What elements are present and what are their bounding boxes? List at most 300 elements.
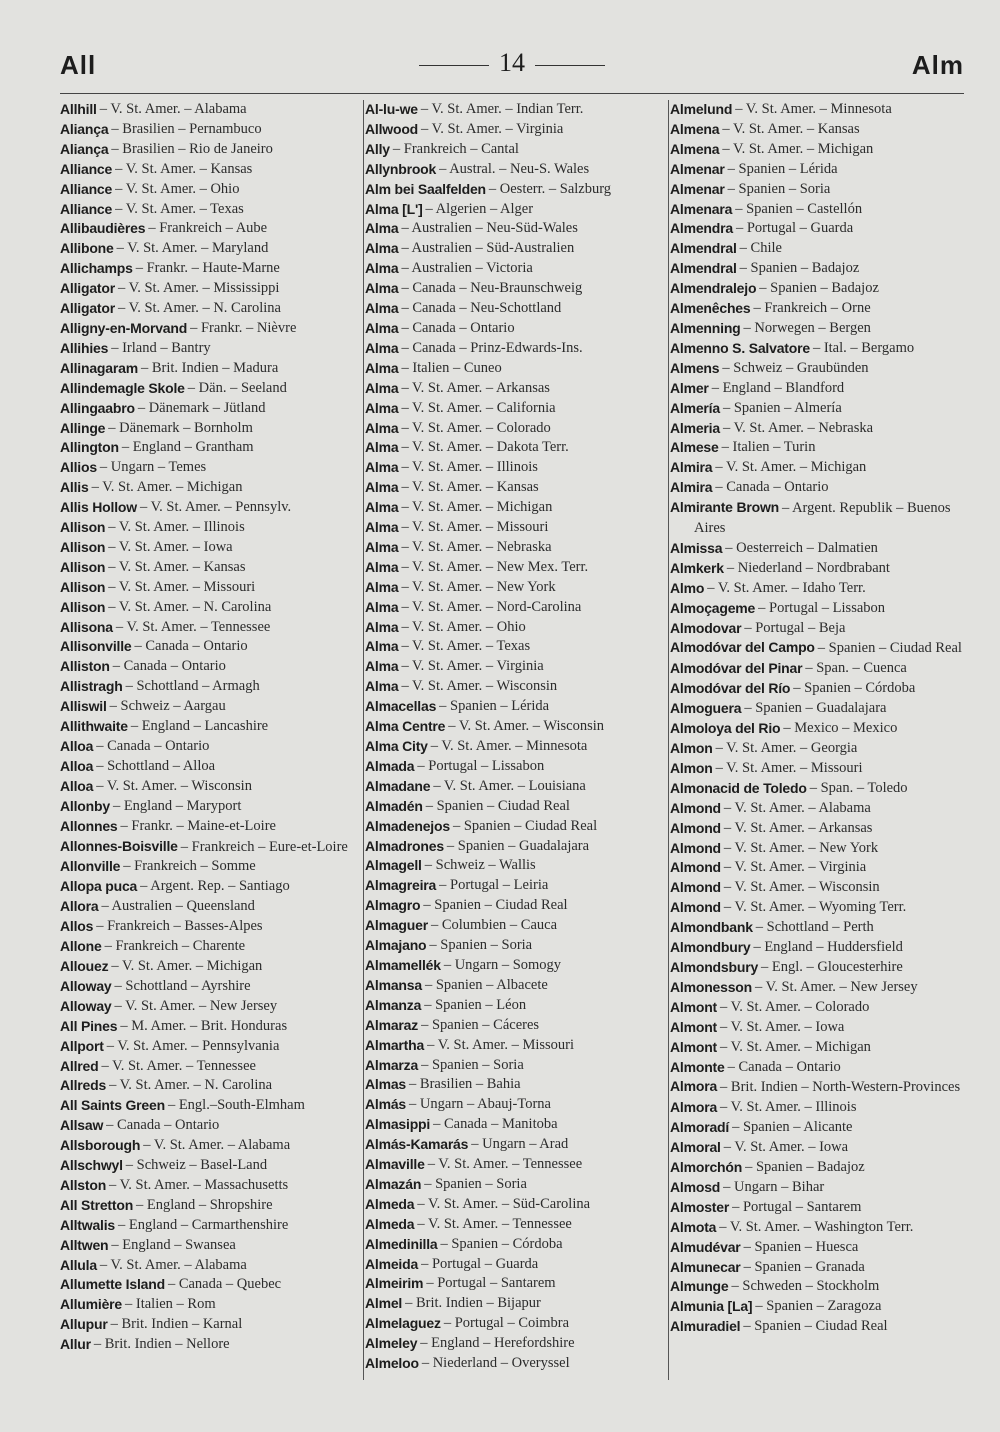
entry-description: – V. St. Amer. – Minnesota xyxy=(735,101,892,117)
header-rule xyxy=(60,93,964,94)
entry-name: Allison xyxy=(60,578,106,595)
entry-description: – Ital. – Bergamo xyxy=(812,339,915,356)
entry-name: Alligator xyxy=(60,280,115,297)
entry-description: – V. St. Amer. – Idaho Terr. xyxy=(707,579,866,596)
entry-description: – Frankreich – Basses-Alpes xyxy=(96,918,263,935)
entry-description: – Dänemark – Bornholm xyxy=(108,419,253,436)
entry xyxy=(670,379,968,399)
entry xyxy=(365,1354,663,1374)
entry-name: Alma xyxy=(365,379,399,396)
entry-description: – V. St. Amer. – Wisconsin xyxy=(96,777,252,794)
entry-description: – V. St. Amer. – Alabama xyxy=(143,1137,291,1154)
entry-description: – V. St. Amer. – Missouri xyxy=(401,519,549,536)
entry-description: – V. St. Amer. – Tennessee xyxy=(115,618,271,635)
entry xyxy=(60,1315,358,1335)
entry-description: – Mexico – Mexico xyxy=(783,720,898,737)
entry-name: Alma xyxy=(365,339,399,356)
entry-description: – Spanien – Soria xyxy=(727,180,831,197)
entry-name: Allington xyxy=(60,439,119,456)
entry-description: – Canada – Quebec xyxy=(167,1276,282,1293)
entry-description: – Brit. Indien – North-Western-Provinces xyxy=(720,1079,961,1096)
entry-description: – V. St. Amer. – Pennsylvania xyxy=(106,1037,280,1054)
entry-description: – V. St. Amer. – Virginia xyxy=(723,859,867,876)
entry xyxy=(365,777,663,797)
entry-name: Alma xyxy=(365,459,399,476)
entry xyxy=(365,1036,663,1056)
entry-name: Almendralejo xyxy=(670,280,757,297)
entry-name: Alma xyxy=(365,419,399,436)
entry-description: – Frankreich – Aube xyxy=(148,220,268,237)
entry xyxy=(60,200,358,220)
entry-description: – V. St. Amer. – New York xyxy=(401,578,556,595)
entry-description: – Spanien – Léon xyxy=(424,996,527,1013)
entry xyxy=(60,1256,358,1276)
entry xyxy=(365,876,663,896)
entry-name: Almeirim xyxy=(365,1275,424,1292)
entry xyxy=(365,1235,663,1255)
entry xyxy=(365,438,663,458)
entry-description: – Canada – Ontario xyxy=(112,658,226,675)
entry-name: Almoçageme xyxy=(670,599,756,616)
entry-name: Almeida xyxy=(365,1255,419,1272)
entry xyxy=(60,637,358,657)
entry-description: – Spanien – Guadalajara xyxy=(446,837,590,854)
entry-description: – Brit. Indien – Nellore xyxy=(93,1336,230,1353)
entry-name: Alma xyxy=(365,479,399,496)
entry xyxy=(670,1118,968,1138)
entry xyxy=(60,897,358,917)
entry-description: – V. St. Amer. – Iowa xyxy=(108,538,233,555)
entry xyxy=(60,697,358,717)
entry xyxy=(670,759,968,779)
entry-name: Allula xyxy=(60,1256,97,1273)
entry-description: – Canada – Prinz-Edwards-Ins. xyxy=(401,339,583,356)
entry-name: Almens xyxy=(670,359,720,376)
entry-description: – V. St. Amer. – Massachusetts xyxy=(109,1176,289,1193)
entry-name: Almer xyxy=(670,379,709,396)
entry-name: Almorchón xyxy=(670,1159,743,1176)
entry xyxy=(670,539,968,559)
entry xyxy=(670,779,968,799)
entry-name: Almadrones xyxy=(365,837,444,854)
entry-name: Alma xyxy=(365,618,399,635)
entry xyxy=(670,918,968,938)
entry-name: Alltwen xyxy=(60,1236,109,1253)
entry xyxy=(365,637,663,657)
entry xyxy=(670,478,968,498)
entry xyxy=(365,339,663,359)
entry xyxy=(60,917,358,937)
entry-description: – V. St. Amer. – Arkansas xyxy=(401,379,550,396)
gazetteer-columns xyxy=(60,100,964,1390)
entry xyxy=(670,140,968,160)
entry xyxy=(365,1115,663,1135)
entry xyxy=(670,120,968,140)
entry-description: – Spanien – Lérida xyxy=(439,698,550,715)
entry xyxy=(670,219,968,239)
entry xyxy=(365,996,663,1016)
entry-name: Almagell xyxy=(365,857,422,874)
entry-name: Alliswil xyxy=(60,698,107,715)
entry xyxy=(365,160,663,180)
entry xyxy=(60,578,358,598)
entry-description: – V. St. Amer. – Michigan xyxy=(91,479,243,496)
entry-description: – Spanien – Córdoba xyxy=(793,680,916,697)
column-divider-2 xyxy=(668,100,669,1380)
entry-name: Allwood xyxy=(365,120,419,137)
entry-name: Almudévar xyxy=(670,1238,741,1255)
entry xyxy=(60,677,358,697)
entry-description: – England – Maryport xyxy=(112,797,242,814)
entry-name: Almira xyxy=(670,479,713,496)
entry-name: Almamellék xyxy=(365,956,441,973)
entry xyxy=(365,1294,663,1314)
entry xyxy=(670,1297,968,1317)
entry-description: – Argent. Rep. – Santiago xyxy=(140,878,290,895)
entry xyxy=(365,1215,663,1235)
entry-name: Allreds xyxy=(60,1077,107,1094)
entry-name: Alma City xyxy=(365,738,428,754)
entry-name: Allschwyl xyxy=(60,1157,123,1174)
entry-name: Allumette Island xyxy=(60,1276,165,1293)
entry-description: – England – Huddersfield xyxy=(753,939,903,956)
entry-description: – Spanien – Alicante xyxy=(732,1119,853,1136)
entry-description: – Frankreich – Eure-et-Loire xyxy=(180,838,348,855)
entry-description: – V. St. Amer. – Arkansas xyxy=(723,819,873,836)
entry-description: – V. St. Amer. – Ohio xyxy=(115,180,240,197)
entry xyxy=(670,339,968,359)
entry-description: – V. St. Amer. – Wisconsin xyxy=(448,718,605,735)
entry xyxy=(670,259,968,279)
entry-description: – Spanien – Huesca xyxy=(743,1238,859,1255)
entry xyxy=(365,916,663,936)
entry xyxy=(670,839,968,859)
entry-name: All Pines xyxy=(60,1017,118,1034)
entry-name: Almondbury xyxy=(670,939,751,956)
entry xyxy=(670,559,968,579)
header-dash-right xyxy=(535,65,605,66)
entry xyxy=(670,998,968,1018)
entry-description: – Australien – Neu-Süd-Wales xyxy=(401,220,578,237)
entry-description: – Spanien – Almería xyxy=(722,399,842,416)
entry xyxy=(365,1314,663,1334)
entry-description: – Schottland – Armagh xyxy=(125,678,260,695)
entry-description: – Canada – Neu-Braunschweig xyxy=(401,280,583,297)
entry xyxy=(60,478,358,498)
entry xyxy=(670,458,968,478)
entry-description: – Spanien – Ciudad Real xyxy=(817,640,962,657)
entry-description: – V. St. Amer. – Michigan xyxy=(720,1038,871,1055)
entry-description: – Australien – Queensland xyxy=(101,898,255,915)
entry-name: Allred xyxy=(60,1057,99,1074)
entry-name: Alma [L'] xyxy=(365,200,423,217)
entry-description: – V. St. Amer. – Dakota Terr. xyxy=(401,439,569,456)
entry-description: – V. St. Amer. – Michigan xyxy=(401,499,553,516)
entry xyxy=(365,936,663,956)
entry-description: – V. St. Amer. – Wyoming Terr. xyxy=(723,899,907,916)
entry xyxy=(365,379,663,399)
entry-description: – M. Amer. – Brit. Honduras xyxy=(120,1017,288,1034)
entry-name: Almodóvar del Campo xyxy=(670,639,815,656)
entry-description: – Schweiz – Graubünden xyxy=(722,359,869,376)
entry xyxy=(670,599,968,619)
entry-name: Almkerk xyxy=(670,559,724,576)
entry xyxy=(60,219,358,239)
entry xyxy=(60,1156,358,1176)
entry-name: Almond xyxy=(670,899,721,916)
entry-description: – Spanien – Albacete xyxy=(424,976,548,993)
entry xyxy=(60,558,358,578)
entry xyxy=(365,279,663,299)
entry-description: – Portugal – Beja xyxy=(744,619,846,636)
entry xyxy=(670,1238,968,1258)
entry-description: – Frankreich – Charente xyxy=(104,938,246,955)
page-header xyxy=(60,40,964,90)
entry-description: – V. St. Amer. – Illinois xyxy=(720,1099,857,1116)
entry-description: – V. St. Amer. – Colorado xyxy=(401,419,551,436)
entry-name: Almenar xyxy=(670,180,725,197)
entry xyxy=(365,319,663,339)
entry-name: Almena xyxy=(670,140,720,157)
entry-name: Alliance xyxy=(60,160,113,177)
entry-description: – Spanien – Lérida xyxy=(727,160,838,177)
entry-name: Allouez xyxy=(60,957,109,974)
entry-name: Alma xyxy=(365,300,399,317)
entry xyxy=(670,1098,968,1118)
entry-description: – Italien – Cuneo xyxy=(401,359,502,376)
entry-description: – V. St. Amer. – Indian Terr. xyxy=(420,101,584,117)
entry xyxy=(60,877,358,897)
entry xyxy=(60,259,358,279)
entry-description: – V. St. Amer. – Alabama xyxy=(99,1256,247,1273)
entry xyxy=(670,819,968,839)
entry xyxy=(365,239,663,259)
entry-name: Almoloya del Rio xyxy=(670,720,781,737)
entry-description: – Ungarn – Abauj-Torna xyxy=(409,1096,551,1113)
entry-name: Almunge xyxy=(670,1278,729,1295)
entry-name: Almira xyxy=(670,459,713,476)
entry-description: – V. St. Amer. – New Jersey xyxy=(755,978,918,995)
entry-description: – Argent. Republik – Buenos Aires xyxy=(694,500,951,537)
header-right-keyword: Alm xyxy=(911,50,964,80)
entry-description: – Brasilien – Bahia xyxy=(409,1076,521,1093)
entry-name: Allichamps xyxy=(60,260,133,277)
entry-description: – V. St. Amer. – Texas xyxy=(401,638,531,655)
entry xyxy=(60,399,358,419)
entry xyxy=(670,1058,968,1078)
entry-name: Allynbrook xyxy=(365,160,437,177)
entry-description: – V. St. Amer. – Illinois xyxy=(108,519,245,536)
entry-name: Ally xyxy=(365,140,390,157)
entry-name: Almás-Kamarás xyxy=(365,1136,469,1153)
entry-name: All Stretton xyxy=(60,1196,134,1213)
entry-name: Almaville xyxy=(365,1156,425,1173)
entry-name: Almajano xyxy=(365,937,427,954)
entry xyxy=(365,757,663,777)
entry-name: Aliança xyxy=(60,120,109,137)
entry xyxy=(670,498,968,539)
entry-description: – England – Blandford xyxy=(711,379,845,396)
entry xyxy=(60,1275,358,1295)
entry-name: Allone xyxy=(60,938,102,955)
entry xyxy=(670,858,968,878)
entry-description: – Spanien – Badajoz xyxy=(739,260,860,277)
entry-description: – Portugal – Santarem xyxy=(426,1275,556,1292)
entry xyxy=(60,1236,358,1256)
entry-name: Allos xyxy=(60,918,94,935)
entry-name: Allport xyxy=(60,1037,104,1054)
entry-description: – Spanien – Ciudad Real xyxy=(452,817,598,834)
entry xyxy=(60,339,358,359)
entry-description: – Canada – Ontario xyxy=(96,738,210,754)
entry-name: Almenêches xyxy=(670,300,751,317)
entry-name: Almora xyxy=(670,1099,718,1116)
entry xyxy=(60,857,358,877)
entry xyxy=(365,1075,663,1095)
entry xyxy=(670,279,968,299)
entry xyxy=(365,618,663,638)
entry xyxy=(365,558,663,578)
entry-description: – V. St. Amer. – Iowa xyxy=(720,1018,845,1035)
entry-name: Almería xyxy=(670,399,720,416)
entry xyxy=(365,1255,663,1275)
entry-name: All Saints Green xyxy=(60,1097,165,1114)
entry xyxy=(670,438,968,458)
entry-name: Allisona xyxy=(60,618,113,635)
entry xyxy=(60,359,358,379)
entry-name: Alm bei Saalfelden xyxy=(365,180,486,197)
entry-name: Almonacid de Toledo xyxy=(670,779,807,796)
header-dash-left xyxy=(419,65,489,66)
entry-description: – V. St. Amer. – Missouri xyxy=(108,578,256,595)
entry-name: Almont xyxy=(670,998,718,1015)
entry xyxy=(365,180,663,200)
entry xyxy=(60,1017,358,1037)
entry-name: Almont xyxy=(670,1018,718,1035)
entry xyxy=(365,856,663,876)
entry-name: Almodóvar del Río xyxy=(670,680,791,697)
entry-description: – Spanien – Badajoz xyxy=(759,280,879,297)
entry-name: Alma xyxy=(365,538,399,555)
entry-name: Alloa xyxy=(60,777,94,794)
entry-description: – Frankreich – Somme xyxy=(123,858,256,875)
entry-description: – Dänemark – Jütland xyxy=(137,399,266,416)
entry-name: Allsaw xyxy=(60,1117,104,1134)
entry xyxy=(365,299,663,319)
entry-name: Almacellas xyxy=(365,698,437,715)
entry-name: Almond xyxy=(670,819,721,836)
entry xyxy=(670,719,968,739)
entry xyxy=(365,100,663,120)
entry-name: Alma xyxy=(365,399,399,416)
entry-name: Allora xyxy=(60,898,99,915)
entry-description: – Ungarn – Arad xyxy=(471,1136,569,1153)
entry xyxy=(670,1038,968,1058)
entry xyxy=(365,837,663,857)
entry-name: Almadane xyxy=(365,777,431,794)
entry-name: Alloa xyxy=(60,738,94,754)
entry xyxy=(670,659,968,679)
entry-name: Alma xyxy=(365,240,399,257)
entry-name: Alloa xyxy=(60,757,94,774)
entry-name: Almenara xyxy=(670,200,733,217)
entry xyxy=(365,1175,663,1195)
entry xyxy=(670,1258,968,1278)
entry xyxy=(60,817,358,837)
entry xyxy=(670,619,968,639)
entry-name: Allonville xyxy=(60,858,121,875)
entry-description: – V. St. Amer. – N. Carolina xyxy=(117,300,281,317)
entry xyxy=(60,1136,358,1156)
entry xyxy=(670,100,968,120)
entry-description: – Ungarn – Bihar xyxy=(723,1178,825,1195)
entry xyxy=(60,160,358,180)
entry-name: Alma xyxy=(365,678,399,695)
entry-name: Almena xyxy=(670,120,720,137)
entry-name: Almel xyxy=(365,1295,403,1312)
entry-description: – Portugal – Lissabon xyxy=(417,757,545,774)
entry-name: Allisonville xyxy=(60,638,132,655)
entry-name: Almanza xyxy=(365,996,422,1013)
entry xyxy=(670,1077,968,1098)
entry xyxy=(60,538,358,558)
entry-name: Allumière xyxy=(60,1296,122,1313)
entry-name: Almodovar xyxy=(670,619,742,636)
entry-name: Almoradí xyxy=(670,1119,730,1136)
entry xyxy=(60,518,358,538)
entry xyxy=(365,1095,663,1115)
entry-description: – Canada – Ontario xyxy=(106,1117,220,1134)
entry-description: – Norwegen – Bergen xyxy=(743,319,871,336)
entry xyxy=(365,657,663,677)
entry-description: – Spanien – Ciudad Real xyxy=(425,797,570,814)
entry xyxy=(365,478,663,498)
entry xyxy=(670,239,968,259)
entry-description: – Span. – Cuenca xyxy=(805,660,907,677)
entry-description: – V. St. Amer. – New York xyxy=(723,839,879,856)
entry-description: – England – Lancashire xyxy=(130,718,269,735)
entry-description: – V. St. Amer. – N. Carolina xyxy=(109,1077,273,1094)
entry-name: Allur xyxy=(60,1336,91,1353)
entry xyxy=(60,319,358,339)
entry-name: Almada xyxy=(365,757,415,774)
entry-name: Alma xyxy=(365,319,399,336)
entry-name: Allonnes-Boisville xyxy=(60,837,178,854)
entry-name: Almelund xyxy=(670,101,733,117)
entry xyxy=(670,878,968,898)
entry-description: – V. St. Amer. – Virginia xyxy=(401,658,544,675)
entry-name: Allopa puca xyxy=(60,878,138,895)
entry-description: – Spanien – Córdoba xyxy=(440,1235,563,1252)
entry-name: Alma xyxy=(365,359,399,376)
entry-description: – Spanien – Soria xyxy=(429,937,533,954)
entry-description: – Algerien – Alger xyxy=(425,200,534,217)
entry-description: – Brit. Indien – Bijapur xyxy=(405,1295,541,1312)
entry-name: Allison xyxy=(60,538,106,555)
entry xyxy=(365,1056,663,1076)
entry xyxy=(60,657,358,677)
entry xyxy=(365,219,663,239)
entry xyxy=(60,100,358,120)
entry xyxy=(670,1018,968,1038)
entry-name: Almagreira xyxy=(365,877,437,894)
entry-name: Almenar xyxy=(670,160,725,177)
entry-name: Allihies xyxy=(60,339,109,356)
entry-description: – Frankreich – Orne xyxy=(753,300,871,317)
entry xyxy=(60,957,358,977)
entry-name: Almelaguez xyxy=(365,1315,441,1332)
entry-description: – V. St. Amer. – Washington Terr. xyxy=(719,1218,914,1235)
